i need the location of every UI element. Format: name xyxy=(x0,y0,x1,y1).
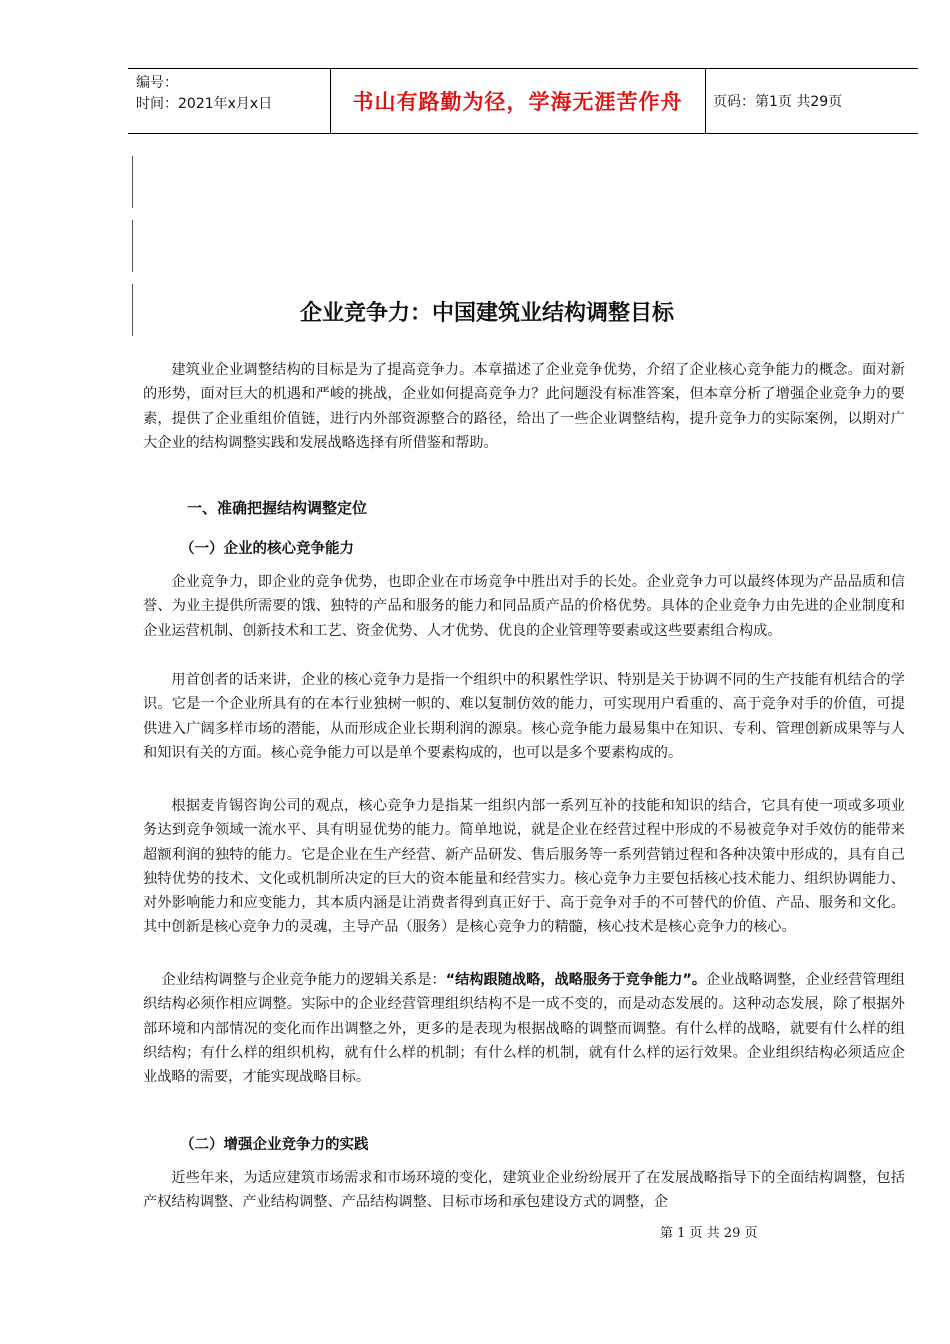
intro-paragraph: 建筑业企业调整结构的目标是为了提高竞争力。本章描述了企业竞争优势，介绍了企业核心竞争能力的概念。面对新的形势，面对巨大的机遇和严峻的挑战，企业如何提高竞争力？此问题没有标准答案，但本章分析了增强企业竞争力的要素，提供了企业重组价值链，进行内外部资源整合的路径，给出了一些企业调整结构，提升竞争力的实际案例，以期对广大企业的结构调整实践和发展战略选择有所借鉴和帮助。 xyxy=(143,362,905,451)
margin-mark xyxy=(132,156,133,208)
page-footer: 第 1 页 共 29 页 xyxy=(660,1226,758,1241)
margin-mark xyxy=(132,284,133,336)
body-paragraph: 近些年来，为适应建筑市场需求和市场环境的变化，建筑业企业纷纷展开了在发展战略指导下的全面结构调整，包括产权结构调整、产业结构调整、产品结构调整、目标市场和承包建设方式的调整，企 xyxy=(143,1170,905,1211)
section-heading: 一、准确把握结构调整定位 xyxy=(187,499,368,517)
number-label: 编号： xyxy=(136,75,178,91)
body-paragraph xyxy=(143,968,905,1089)
time-label: 时间：2021年x月x日 xyxy=(136,96,273,112)
subsection-heading: （二）增强企业竞争力的实践 xyxy=(180,1137,369,1153)
margin-mark xyxy=(132,220,133,272)
body-paragraph: 企业竞争力，即企业的竞争优势，也即企业在市场竞争中胜出对手的长处。企业竞争力可以最终体现为产品品质和信誉、为业主提供所需要的饿、独特的产品和服务的能力和同品质产品的价格优势。具体的企业竞争力由先进的企业制度和企业运营机制、创新技术和工艺、资金优势、人才优势、优良的企业管理等要素或这些要素组合构成。 xyxy=(143,574,905,639)
body-paragraph: 用首创者的话来讲，企业的核心竞争力是指一个组织中的积累性学识、特别是关于协调不同的生产技能有机结合的学识。它是一个企业所具有的在本行业独树一帜的、难以复制仿效的能力，可实现用户看重的、高于竞争对手的价值，可提供进入广阔多样市场的潜能，从而形成企业长期利润的源泉。核心竞争能力最易集中在知识、专利、管理创新成果等与人和知识有关的方面。核心竞争能力可以是单个要素构成的，也可以是多个要素构成的。 xyxy=(143,672,905,761)
header-divider xyxy=(705,69,706,133)
text-run: 企业结构调整与企业竞争能力的逻辑关系是： xyxy=(161,972,446,988)
subsection-heading: （一）企业的核心竞争能力 xyxy=(180,541,354,557)
header-motto: 书山有路勤为径，学海无涯苦作舟 xyxy=(352,89,683,114)
emphasis-text: “结构跟随战略，战略服务于竞争能力”。 xyxy=(445,972,707,988)
header-meta xyxy=(136,73,272,115)
text-run: 企业战略调整，企业经营管理组织结构必须作相应调整。实际中的企业经营管理组织结构不是一成不变的，而是动态发展的。这种动态发展，除了根据外部环境和内部情况的变化而作出调整之外，更多的是表现为根据战略的调整而调整。有什么样的战略，就要有什么样的组织结构；有什么样的组织机构，就有什么样的机制；有什么样的机制，就有什么样的运行效果。企业组织结构必须适应企业战略的需要，才能实现战略目标。 xyxy=(143,972,905,1086)
header-page-info: 页码：第1页 共29页 xyxy=(713,94,843,110)
body-paragraph: 根据麦肯锡咨询公司的观点，核心竞争力是指某一组织内部一系列互补的技能和知识的结合，它具有使一项或多项业务达到竞争领域一流水平、具有明显优势的能力。简单地说，就是企业在经营过程中形成的不易被竞争对手效仿的能带来超额利润的独特的能力。它是企业在生产经营、新产品研发、售后服务等一系列营销过程和各种决策中形成的，具有自己独特优势的技术、文化或机制所决定的巨大的资本能量和经营实力。核心竞争力主要包括核心技术能力、组织协调能力、对外影响能力和应变能力，其本质内涵是让消费者得到真正好于、高于竞争对手的不可替代的价值、产品、服务和文化。其中创新是核心竞争力的灵魂，主导产品（服务）是核心竞争力的精髓，核心技术是核心竞争力的核心。 xyxy=(143,798,905,936)
page-header xyxy=(128,68,918,134)
document-title: 企业竞争力：中国建筑业结构调整目标 xyxy=(300,301,675,326)
